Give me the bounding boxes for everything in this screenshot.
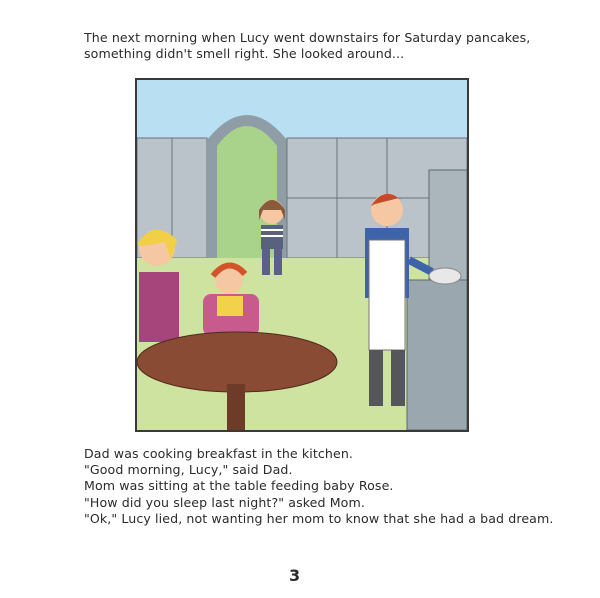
dining-table — [137, 332, 337, 392]
intro-line-1: The next morning when Lucy went downstairs for Saturday pancakes, — [84, 30, 531, 45]
kitchen-counter — [407, 280, 467, 430]
upper-cabinet — [429, 170, 467, 280]
body-line-5: "Ok," Lucy lied, not wanting her mom to know that she had a bad dream. — [84, 510, 554, 526]
body-line-2: "Good morning, Lucy," said Dad. — [84, 462, 293, 478]
body-paragraph — [84, 446, 553, 527]
mom-figure — [137, 230, 179, 342]
intro-paragraph — [84, 30, 530, 62]
page-number: 3 — [289, 566, 301, 585]
body-line-3: Mom was sitting at the table feeding baby Rose. — [84, 478, 394, 494]
table-leg — [227, 384, 245, 430]
kitchen-scene-svg — [137, 80, 467, 430]
kitchen-illustration — [135, 78, 469, 432]
intro-line-2: something didn't smell right. She looked around... — [84, 46, 405, 62]
body-line-4: "How did you sleep last night?" asked Mom. — [84, 494, 365, 510]
body-line-1: Dad was cooking breakfast in the kitchen. — [84, 446, 354, 461]
